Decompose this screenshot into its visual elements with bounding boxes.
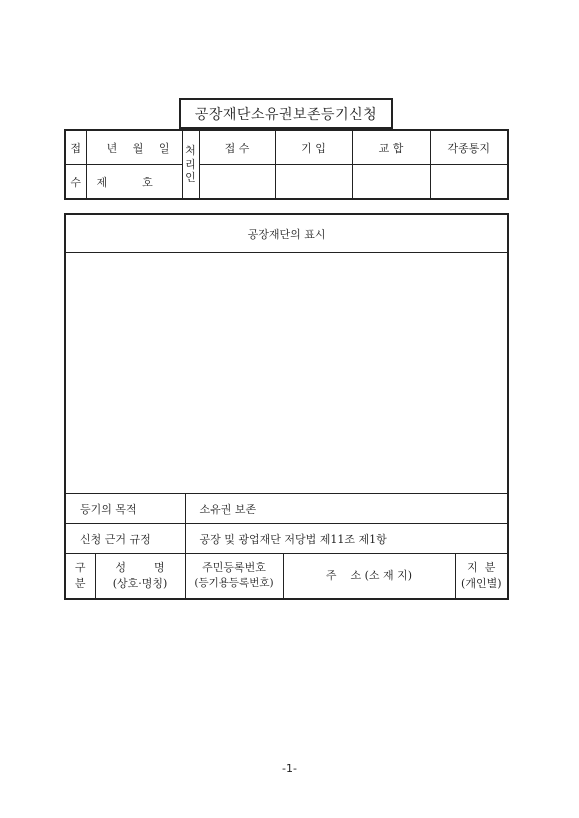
- receipt-label-bottom: 수: [65, 165, 86, 200]
- page-number: -1-: [282, 762, 297, 775]
- column-entry: 기 입: [275, 130, 352, 165]
- notices-stamp-cell[interactable]: [430, 165, 508, 200]
- share-header: 지 분 (개인별): [455, 554, 508, 600]
- receipt-number-label: 제 호: [86, 165, 182, 200]
- address-header: 주 소 (소 재 지): [283, 554, 455, 600]
- purpose-value: 소유권 보존: [185, 494, 508, 524]
- receipt-label-top: 접: [65, 130, 86, 165]
- column-collation: 교 합: [352, 130, 430, 165]
- category-header: 구 분: [65, 554, 95, 600]
- collation-stamp-cell[interactable]: [352, 165, 430, 200]
- registration-table: [64, 129, 509, 200]
- column-notices: 각종통지: [430, 130, 508, 165]
- display-content-area[interactable]: [65, 253, 508, 494]
- purpose-label: 등기의 목적: [65, 494, 185, 524]
- document-title: [179, 98, 393, 129]
- entry-stamp-cell[interactable]: [275, 165, 352, 200]
- column-receipt: 접 수: [199, 130, 275, 165]
- factory-foundation-table: [64, 213, 509, 600]
- receipt-stamp-cell[interactable]: [199, 165, 275, 200]
- document-title-text: 공장재단소유권보존등기신청: [194, 106, 378, 123]
- receipt-date-label: 년 월 일: [86, 130, 182, 165]
- name-header: 성 명 (상호·명칭): [95, 554, 185, 600]
- basis-value: 공장 및 광업재단 저당법 제11조 제1항: [185, 524, 508, 554]
- processor-label: 처 리 인: [182, 130, 199, 199]
- display-header: 공장재단의 표시: [65, 214, 508, 253]
- id-number-header: 주민등록번호 (등기용등록번호): [185, 554, 283, 600]
- basis-label: 신청 근거 규정: [65, 524, 185, 554]
